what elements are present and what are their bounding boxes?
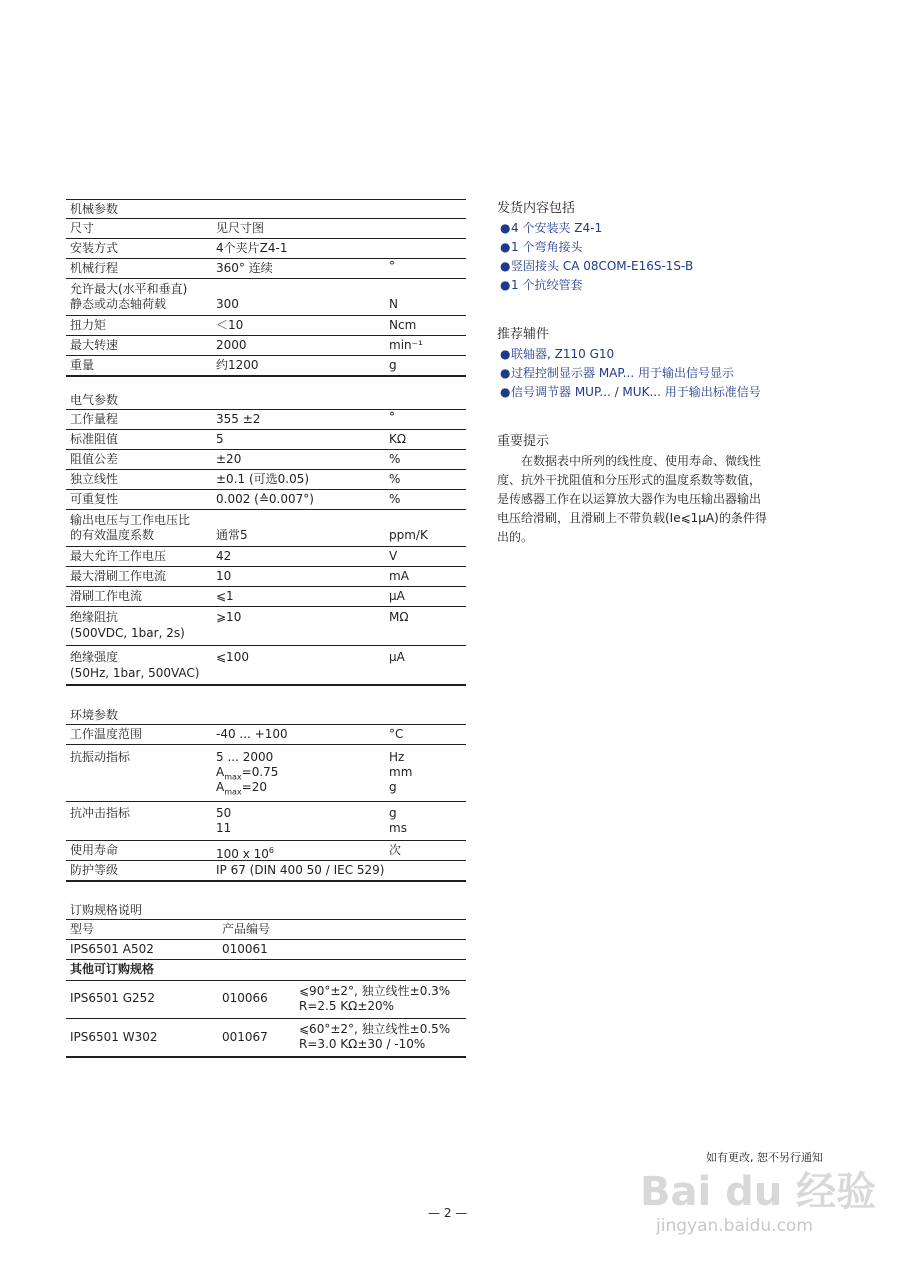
- table-row: IPS6501 G252 010066 ⩽90°±2°, 独立线性±0.3% R=2.5 KΩ±20%: [66, 981, 466, 1019]
- table-row: 最大滑刷工作电流 10 mA: [66, 567, 466, 587]
- table-row: 其他可订购规格: [66, 960, 466, 981]
- list-item: ● 过程控制显示器 MAP... 用于输出信号显示: [497, 364, 797, 383]
- table-row: 重量 约1200 g: [66, 356, 466, 377]
- list-item: ● 竖固接头 CA 08COM-E16S-1S-B: [497, 257, 797, 276]
- list-item: ● 信号调节器 MUP... / MUK... 用于输出标准信号: [497, 383, 797, 402]
- notice-title: 重要提示: [497, 434, 550, 449]
- table-row: 允许最大(水平和垂直) 静态或动态轴荷载 300 N: [66, 279, 466, 316]
- table-row: IPS6501 W302 001067 ⩽60°±2°, 独立线性±0.5% R=3.0 KΩ±30 / -10%: [66, 1019, 466, 1058]
- table-row: IPS6501 A502 010061: [66, 940, 466, 960]
- table-row: 输出电压与工作电压比 的有效温度系数 通常5 ppm/K: [66, 510, 466, 547]
- table-row: 型号 产品编号: [66, 920, 466, 940]
- table-row: 最大允许工作电压 42 V: [66, 547, 466, 567]
- table-row: 机械行程 360° 连续 °: [66, 259, 466, 279]
- list-item: ● 1 个弯角接头: [497, 238, 797, 257]
- table-row: 独立线性 ±0.1 (可选0.05) %: [66, 470, 466, 490]
- table-row: 抗振动指标 5 ... 2000 Hz $A_{max}=0.75$ mm $A_{max}=20$ g: [66, 745, 466, 802]
- table-row: 标准阻值 5 KΩ: [66, 430, 466, 450]
- table-row: 绝缘强度 (50Hz, 1bar, 500VAC) ⩽100 µA: [66, 646, 466, 686]
- elec-section-title: 电气参数: [66, 391, 466, 410]
- notice-text: 在数据表中所列的线性度、使用寿命、微线性度、抗外干扰阻值和分压形式的温度系数等数值，是传感器工作在以运算放大器作为电压输出器输出电压给滑刷，且滑刷上不带负载(Ie⩽1µA)的条件得出的。: [497, 454, 767, 544]
- delivery-title: 发货内容包括: [497, 201, 576, 216]
- watermark-url: jingyan.baidu.com: [656, 1216, 813, 1236]
- table-row: 抗冲击指标 50 g 11 ms: [66, 802, 466, 841]
- table-row: 尺寸 见尺寸图: [66, 219, 466, 239]
- bullet-icon: ●: [500, 240, 511, 254]
- bullet-icon: ●: [500, 385, 511, 399]
- list-item: ● 1 个抗绞管套: [497, 276, 797, 295]
- bullet-icon: ●: [500, 221, 511, 235]
- table-row: 使用寿命 100 x $10^6$ 次: [66, 841, 466, 861]
- bullet-icon: ●: [500, 366, 511, 380]
- side-notes: [497, 199, 797, 547]
- table-row: 安装方式 4个夹片Z4-1: [66, 239, 466, 259]
- mech-section-title: 机械参数: [66, 199, 466, 219]
- table-row: 扭力矩 ＜10 Ncm: [66, 316, 466, 336]
- page-number: — 2 —: [428, 1206, 468, 1220]
- watermark-logo: Bai du 经验: [640, 1169, 877, 1215]
- order-section-title: 订购规格说明: [66, 901, 466, 920]
- bullet-icon: ●: [500, 347, 511, 361]
- accessories-title: 推荐辅件: [497, 327, 550, 342]
- table-row: 最大转速 2000 min⁻¹: [66, 336, 466, 356]
- bullet-icon: ●: [500, 278, 511, 292]
- change-notice: 如有更改, 恕不另行通知: [706, 1151, 823, 1164]
- table-row: 绝缘阻抗 (500VDC, 1bar, 2s) ⩾10 MΩ: [66, 607, 466, 646]
- table-row: 可重复性 0.002 (≙0.007°) %: [66, 490, 466, 510]
- spec-tables: [66, 199, 466, 1058]
- table-row: 滑刷工作电流 ⩽1 µA: [66, 587, 466, 607]
- table-row: 防护等级 IP 67 (DIN 400 50 / IEC 529): [66, 861, 466, 882]
- list-item: ● 4 个安装夹 Z4-1: [497, 219, 797, 238]
- list-item: ● 联轴器, Z110 G10: [497, 345, 797, 364]
- table-row: 阻值公差 ±20 %: [66, 450, 466, 470]
- bullet-icon: ●: [500, 259, 511, 273]
- table-row: 工作温度范围 -40 ... +100 °C: [66, 725, 466, 745]
- env-section-title: 环境参数: [66, 706, 466, 725]
- table-row: 工作量程 355 ±2 °: [66, 410, 466, 430]
